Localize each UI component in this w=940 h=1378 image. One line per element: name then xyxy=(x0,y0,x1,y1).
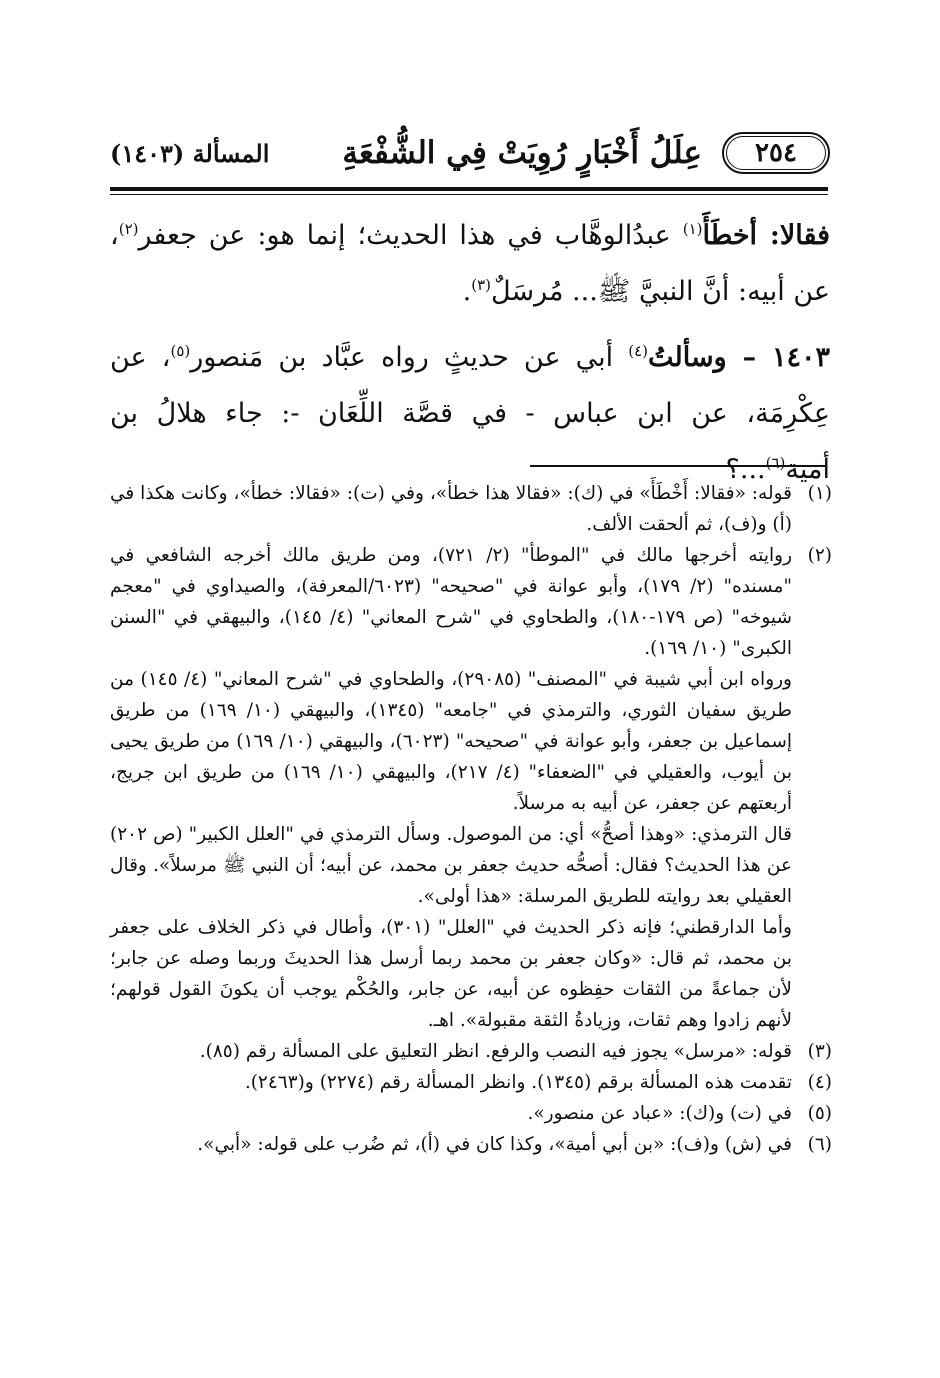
p1-lead: فقالا: أخطَأَ xyxy=(702,220,831,251)
footnote-2-continuation-2: قال الترمذي: «وهذا أصحُّ» أي: من الموصول. وسأل الترمذي في "العلل الكبير" (ص ٢٠٢) عن هذا الحديث؟ فقال: أصحُّه حديث جعفر بن محمد، عن أبيه؛ أن النبي ﷺ مرسلاً». وقال العقيلي بعد روايته للطريق المرسلة: «هذا أولى». xyxy=(110,824,792,907)
footnote-1 xyxy=(110,478,832,540)
header-rule xyxy=(110,187,828,191)
footnote-ref-1[interactable]: (١) xyxy=(682,220,703,238)
footnote-number: (٤) xyxy=(807,1072,832,1093)
p1-part-b: عبدُالوهَّاب في هذا الحديث؛ إنما هو: عن جعفر xyxy=(138,220,683,251)
page-number: ٢٥٤ xyxy=(755,138,797,168)
footnote-number: (٢) xyxy=(807,545,832,566)
p1-part-d: . xyxy=(462,276,472,307)
main-text xyxy=(110,208,830,498)
footnote-ref-4[interactable]: (٤) xyxy=(628,342,649,360)
footnote-text: روايته أخرجها مالك في "الموطأ" (٢/ ٧٢١)، ومن طريق مالك أخرجه الشافعي في "مسنده" (٢/ ١٧٩)، وأبو عوانة في "صحيحه" (٦٠٢٣/المعرفة)، والصيداوي في "معجم شيوخه" (ص ١٧٩-١٨٠)، والطحاوي في "شرح المعاني" (٤/ ١٤٥)، والبيهقي في "السنن الكبرى" (١٠/ ١٦٩). xyxy=(110,545,792,659)
footnote-text: في (ت) و(ك): «عباد عن منصور». xyxy=(527,1103,792,1124)
p2-part-b: أبي عن حديثٍ رواه عبَّاد بن مَنصور xyxy=(190,342,629,373)
p1-part-c: ، عن أبيه: أنَّ النبيَّ ﷺ... مُرسَلٌ xyxy=(110,220,830,307)
footnote-4 xyxy=(110,1067,832,1098)
footnote-6 xyxy=(110,1129,832,1160)
footnote-2-continuation-3: وأما الدارقطني؛ فإنه ذكر الحديث في "العلل" (٣٠١)، وأطال في ذكر الخلاف على جعفر بن محمد، ثم قال: «وكان جعفر بن محمد ربما أرسل هذا الحديثَ وربما وصله عن جابر؛ لأن جماعةً من الثقات حفِظوه عن أبيه، عن جابر، والحُكْم يوجب أن يكونَ القول قولهم؛ لأنهم زادوا وهم ثقات، وزيادةُ الثقة مقبولة». اهـ. xyxy=(110,917,792,1031)
p2-part-c: ، عن عِكْرِمَة، عن ابن عباس - في قصَّة اللِّعَان -: جاء هلالُ بن أمية xyxy=(110,342,830,485)
footnote-text: قوله: «مرسل» يجوز فيه النصب والرفع. انظر التعليق على المسألة رقم (٨٥). xyxy=(199,1041,792,1062)
footnote-number: (٣) xyxy=(807,1041,832,1062)
footnote-text: في (ش) و(ف): «بن أبي أمية»، وكذا كان في (أ)، ثم ضُرب على قوله: «أبي». xyxy=(197,1134,792,1155)
footnote-number: (٦) xyxy=(807,1134,832,1155)
issue-label: المسألة (١٤٠٣) xyxy=(110,139,270,168)
footnote-2 xyxy=(110,540,832,664)
p2-part-d: ...؟ xyxy=(725,454,766,485)
paragraph-2 xyxy=(110,330,830,498)
footnote-ref-6[interactable]: (٦) xyxy=(765,454,786,472)
p2-lead: ١٤٠٣ – وسألتُ xyxy=(648,342,830,373)
footnote-ref-3[interactable]: (٣) xyxy=(471,276,492,294)
footnote-number: (٥) xyxy=(807,1103,832,1124)
footnote-3 xyxy=(110,1036,832,1067)
footnote-separator xyxy=(530,465,827,467)
book-title: عِلَلُ أَخْبَارٍ رُوِيَتْ فِي الشُّفْعَةِ xyxy=(342,135,702,171)
header-rule-thin xyxy=(110,194,828,195)
footnote-2-continuation-1: ورواه ابن أبي شيبة في "المصنف" (٢٩٠٨٥)، والطحاوي في "شرح المعاني" (٤/ ١٤٥) من طريق سفيان الثوري، والترمذي في "جامعه" (١٣٤٥)، والبيهقي (١٠/ ١٦٩) من طريق إسماعيل بن جعفر، وأبو عوانة في "صحيحه" (٦٠٢٣)، والبيهقي (١٠/ ١٦٩) من طريق يحيى بن أيوب، والعقيلي في "الضعفاء" (٤/ ٢١٧)، والبيهقي (١٠/ ١٦٩) من طريق ابن جريج، أربعتهم عن جعفر، عن أبيه به مرسلاً. xyxy=(110,669,792,814)
footnotes xyxy=(110,478,832,1160)
footnote-number: (١) xyxy=(807,483,832,504)
footnote-text: قوله: «فقالا: أَخْطَأَ» في (ك): «فقالا هذا خطأ»، وفي (ت): «فقالا: خطأ»، وكانت هكذا في (أ) و(ف)، ثم ألحقت الألف. xyxy=(110,483,792,535)
footnote-ref-5[interactable]: (٥) xyxy=(170,342,191,360)
paragraph-1 xyxy=(110,208,830,320)
footnote-5 xyxy=(110,1098,832,1129)
footnote-ref-2[interactable]: (٢) xyxy=(118,220,139,238)
page-number-badge xyxy=(722,132,830,174)
running-header xyxy=(110,130,830,180)
footnote-text: تقدمت هذه المسألة برقم (١٣٤٥). وانظر المسألة رقم (٢٢٧٤) و(٢٤٦٣). xyxy=(244,1072,792,1093)
